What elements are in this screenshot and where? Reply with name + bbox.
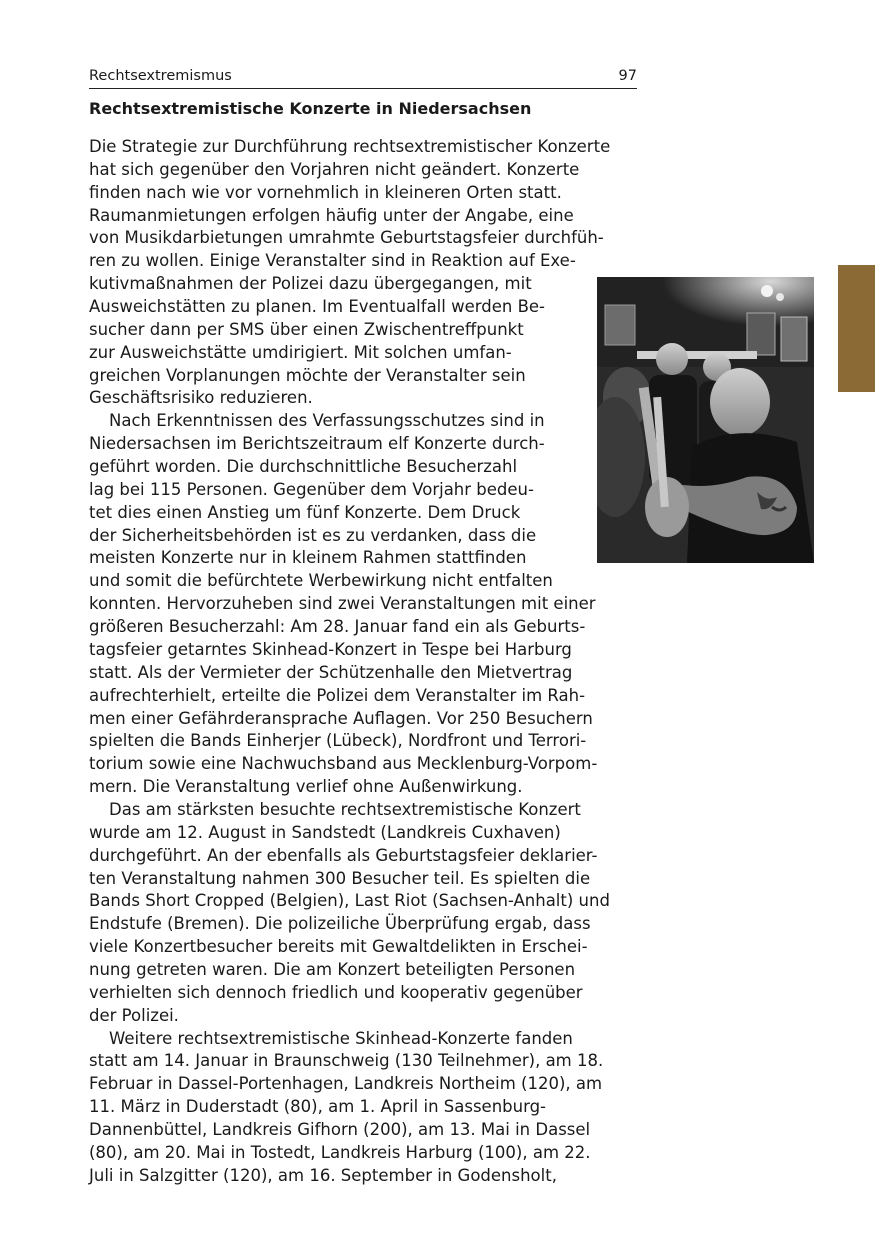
- text-line: Geschäftsrisiko reduzieren.: [89, 388, 313, 408]
- text-line: 11. März in Duderstadt (80), am 1. April in Sassenburg-: [89, 1097, 547, 1117]
- chapter-tab-marker: [838, 265, 875, 392]
- text-line: men einer Gefährderansprache Auflagen. Vor 250 Besuchern: [89, 708, 593, 728]
- text-line: von Musikdarbietungen umrahmte Geburtstagsfeier durchfüh-: [89, 228, 604, 248]
- text-line: Februar in Dassel-Portenhagen, Landkreis Northeim (120), am: [89, 1074, 603, 1094]
- text-line: Raumanmietungen erfolgen häufig unter der Angabe, eine: [89, 205, 574, 225]
- page-number: 97: [618, 68, 637, 84]
- text-line: statt. Als der Vermieter der Schützenhalle den Mietvertrag: [89, 662, 573, 682]
- text-line: finden nach wie vor vornehmlich in kleineren Orten statt.: [89, 182, 562, 202]
- text-line: Bands Short Cropped (Belgien), Last Riot (Sachsen-Anhalt) und: [89, 891, 610, 911]
- text-line: der Sicherheitsbehörden ist es zu verdanken, dass die: [89, 525, 537, 545]
- text-line: und somit die befürchtete Werbewirkung nicht entfalten: [89, 571, 553, 591]
- text-line: Dannenbüttel, Landkreis Gifhorn (200), am 13. Mai in Dassel: [89, 1119, 591, 1139]
- text-line: konnten. Hervorzuheben sind zwei Veranstaltungen mit einer: [89, 594, 596, 614]
- text-line: tet dies einen Anstieg um fünf Konzerte. Dem Druck: [89, 502, 521, 522]
- text-line: verhielten sich dennoch friedlich und kooperativ gegenüber: [89, 982, 583, 1002]
- text-line: der Polizei.: [89, 1005, 179, 1025]
- text-line: Die Strategie zur Durchführung rechtsextremistischer Konzerte: [89, 137, 611, 156]
- text-line: Juli in Salzgitter (120), am 16. September in Godensholt,: [89, 1165, 557, 1185]
- text-line: nung getreten waren. Die am Konzert beteiligten Personen: [89, 959, 576, 979]
- text-line: geführt worden. Die durchschnittliche Besucherzahl: [89, 457, 518, 477]
- text-line: statt am 14. Januar in Braunschweig (130 Teilnehmer), am 18.: [89, 1051, 604, 1071]
- text-line: zur Ausweichstätte umdirigiert. Mit solchen umfan-: [89, 342, 512, 362]
- text-line: Das am stärksten besuchte rechtsextremistische Konzert: [109, 799, 581, 819]
- text-line: Weitere rechtsextremistische Skinhead-Konzerte fanden: [109, 1028, 573, 1048]
- text-line: Endstufe (Bremen). Die polizeiliche Überprüfung ergab, dass: [89, 914, 591, 934]
- text-line: viele Konzertbesucher bereits mit Gewaltdelikten in Erschei-: [89, 937, 588, 957]
- text-line: greichen Vorplanungen möchte der Veranstalter sein: [89, 365, 526, 385]
- text-line: meisten Konzerte nur in kleinem Rahmen stattfinden: [89, 548, 527, 568]
- text-line: hat sich gegenüber den Vorjahren nicht geändert. Konzerte: [89, 159, 580, 179]
- text-line: mern. Die Veranstaltung verlief ohne Außenwirkung.: [89, 777, 523, 797]
- text-line: größeren Besucherzahl: Am 28. Januar fand ein als Geburts-: [89, 617, 586, 637]
- running-header: [89, 66, 637, 89]
- text-line: spielten die Bands Einherjer (Lübeck), Nordfront und Terrori-: [89, 731, 587, 751]
- text-line: sucher dann per SMS über einen Zwischentreffpunkt: [89, 319, 524, 339]
- text-line: aufrechterhielt, erteilte die Polizei dem Veranstalter im Rah-: [89, 685, 586, 705]
- text-line: durchgeführt. An der ebenfalls als Geburtstagsfeier deklarier-: [89, 845, 598, 865]
- text-line: Ausweichstätten zu planen. Im Eventualfall werden Be-: [89, 297, 545, 317]
- text-line: torium sowie eine Nachwuchsband aus Mecklenburg-Vorpom-: [89, 754, 598, 774]
- text-line: (80), am 20. Mai in Tostedt, Landkreis Harburg (100), am 22.: [89, 1142, 591, 1162]
- text-line: tagsfeier getarntes Skinhead-Konzert in Tespe bei Harburg: [89, 639, 572, 659]
- text-line: Nach Erkenntnissen des Verfassungsschutzes sind in: [109, 411, 545, 431]
- text-line: wurde am 12. August in Sandstedt (Landkreis Cuxhaven): [89, 822, 561, 842]
- section-heading: Rechtsextremistische Konzerte in Niedersachsen: [89, 99, 532, 118]
- text-line: ren zu wollen. Einige Veranstalter sind in Reaktion auf Exe-: [89, 251, 576, 271]
- text-line: Niedersachsen im Berichtszeitraum elf Konzerte durch-: [89, 434, 545, 454]
- text-line: lag bei 115 Personen. Gegenüber dem Vorjahr bedeu-: [89, 479, 534, 499]
- text-line: kutivmaßnahmen der Polizei dazu übergegangen, mit: [89, 274, 532, 294]
- concert-photo: [597, 277, 814, 563]
- running-header-section: Rechtsextremismus: [89, 68, 232, 84]
- text-line: ten Veranstaltung nahmen 300 Besucher teil. Es spielten die: [89, 868, 591, 888]
